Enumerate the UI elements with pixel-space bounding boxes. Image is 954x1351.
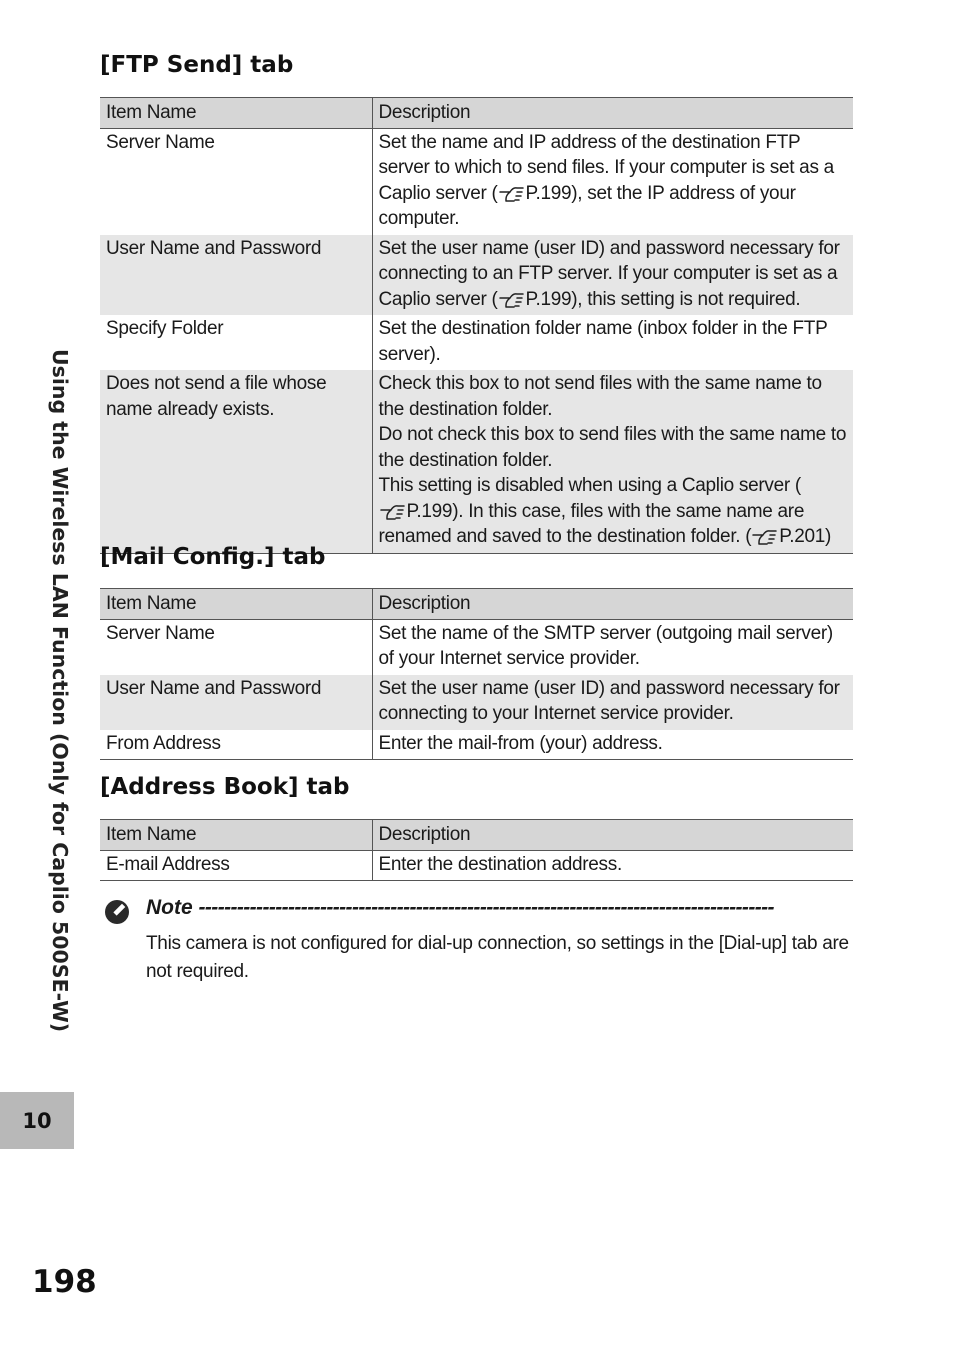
item-name-cell: Server Name xyxy=(100,619,372,675)
ftp-send-table xyxy=(100,97,853,554)
reference-hand-icon xyxy=(498,291,525,309)
description-line: Check this box to not send files with the same name to the destination folder. xyxy=(378,373,822,420)
description-cell: Set the name and IP address of the destination FTP server to which to send files. If your computer is set as a Caplio server ( P.199), set the IP address of your computer. xyxy=(378,131,834,229)
table-row xyxy=(100,730,853,760)
table-row xyxy=(100,235,853,316)
table-row xyxy=(100,619,853,675)
item-name-cell: Specify Folder xyxy=(100,315,372,370)
table-row xyxy=(100,675,853,730)
item-name-cell: Server Name xyxy=(100,128,372,235)
description-cell: Set the name of the SMTP server (outgoing mail server) of your Internet service provider. xyxy=(378,622,833,669)
reference-hand-icon xyxy=(751,528,778,546)
column-header-description: Description xyxy=(378,593,471,614)
column-header-description: Description xyxy=(378,102,471,123)
chapter-side-label: Using the Wireless LAN Function (Only for Caplio 500SE-W) xyxy=(48,349,72,1033)
column-header-item-name: Item Name xyxy=(100,98,372,129)
item-name-cell: Does not send a file whose name already exists. xyxy=(100,370,372,553)
column-header-description: Description xyxy=(378,824,471,845)
note-dashes: ------------------------------------------------------------------------------------------ xyxy=(198,896,774,919)
description-cell: Set the destination folder name (inbox folder in the FTP server). xyxy=(378,318,828,365)
note-text: This camera is not configured for dial-up connection, so settings in the [Dial-up] tab are not required. xyxy=(146,933,849,982)
item-name-cell: User Name and Password xyxy=(100,235,372,316)
address-book-table xyxy=(100,819,853,881)
description-cell: Enter the mail-from (your) address. xyxy=(378,732,663,754)
item-name-cell: User Name and Password xyxy=(100,675,372,730)
note-heading xyxy=(146,896,853,920)
chapter-number-tab: 10 xyxy=(0,1092,74,1149)
table-row xyxy=(100,128,853,235)
section-title-mail-config: [Mail Config.] tab xyxy=(100,544,326,570)
item-name-cell: E-mail Address xyxy=(100,850,372,881)
description-cell: Set the user name (user ID) and password necessary for connecting to your Internet service provider. xyxy=(378,677,840,724)
item-name-cell: From Address xyxy=(100,730,372,760)
section-title-ftp-send: [FTP Send] tab xyxy=(100,52,294,78)
table-row xyxy=(100,850,853,881)
note-pencil-icon xyxy=(103,897,131,925)
description-cell: Enter the destination address. xyxy=(378,853,622,875)
table-row xyxy=(100,315,853,370)
table-header-row xyxy=(100,589,853,620)
table-row xyxy=(100,370,853,553)
reference-hand-icon xyxy=(498,185,525,203)
column-header-item-name: Item Name xyxy=(100,589,372,620)
description-line: This setting is disabled when using a Caplio server (P.199). In this case, files with the same name are renamed and saved to the destination folder. ( P.201) xyxy=(378,475,832,547)
table-header-row xyxy=(100,820,853,851)
column-header-item-name: Item Name xyxy=(100,820,372,851)
note-label: Note xyxy=(146,896,193,919)
reference-hand-icon xyxy=(379,503,406,521)
page-number: 198 xyxy=(32,1264,97,1300)
table-header-row xyxy=(100,98,853,129)
mail-config-table xyxy=(100,588,853,760)
description-line: Do not check this box to send files with the same name to the destination folder. xyxy=(378,424,847,471)
description-cell: Set the user name (user ID) and password necessary for connecting to an FTP server. If your computer is set as a Caplio server ( P.199), this setting is not required. xyxy=(378,237,840,310)
description-cell xyxy=(372,370,853,553)
section-title-address-book: [Address Book] tab xyxy=(100,774,350,800)
